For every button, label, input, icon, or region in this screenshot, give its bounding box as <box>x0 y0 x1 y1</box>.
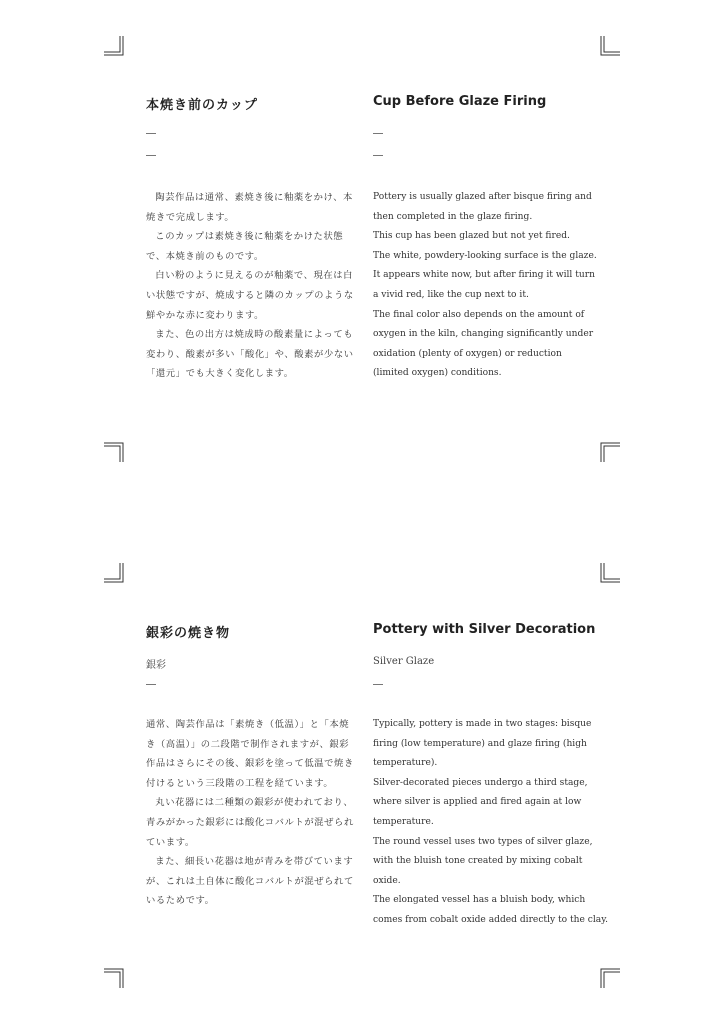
section-title-jp: 本焼き前のカップ <box>146 98 258 113</box>
line-en: temperature. <box>373 816 434 827</box>
line-en: with the bluish tone created by mixing cobalt <box>373 856 583 867</box>
section-title-en: Cup Before Glaze Firing <box>373 94 547 109</box>
crop-mark-bottom-right-2 <box>600 968 620 988</box>
line-en: oxide. <box>373 875 401 886</box>
divider <box>373 155 383 156</box>
body-text-en <box>373 715 609 931</box>
line-en: temperature). <box>373 758 438 769</box>
line-en: Pottery is usually glazed after bisque firing and <box>373 192 592 202</box>
paragraph-jp: 陶芸作品は通常、素焼き後に釉薬をかけ、本焼きで完成します。 <box>146 192 353 223</box>
paragraph-jp: 白い粉のように見えるのが釉薬で、現在は白い状態ですが、焼成すると隣のカップのような鮮やかな赤に変わります。 <box>146 270 354 321</box>
crop-mark-bottom-left-2 <box>104 968 124 988</box>
body-text-jp <box>146 715 356 911</box>
crop-mark-top-left-2 <box>104 563 124 583</box>
paragraph-jp: また、色の出方は焼成時の酸素量によっても変わり、酸素が多い「酸化」や、酸素が少ない「還元」でも大きく変化します。 <box>146 329 354 380</box>
line-en: The elongated vessel has a bluish body, which <box>373 895 586 906</box>
paragraph-jp: 丸い花器には二種類の銀彩が使われており、青みがかった銀彩には酸化コバルトが混ぜられています。 <box>146 797 354 848</box>
line-en: oxidation (plenty of oxygen) or reduction <box>373 348 562 359</box>
crop-mark-top-right-2 <box>600 563 620 583</box>
line-en: then completed in the glaze firing. <box>373 211 533 222</box>
line-en: oxygen in the kiln, changing significantly under <box>373 329 594 340</box>
crop-mark-bottom-left-1 <box>104 442 124 462</box>
paragraph-jp: このカップは素焼き後に釉薬をかけた状態で、本焼き前のものです。 <box>146 231 344 262</box>
subtitle-en: Silver Glaze <box>373 656 435 667</box>
subtitle-jp: 銀彩 <box>146 660 166 671</box>
body-text-jp <box>146 188 356 384</box>
divider <box>146 133 156 134</box>
line-en: comes from cobalt oxide added directly to the clay. <box>373 914 609 925</box>
line-en: where silver is applied and fired again at low <box>373 797 582 808</box>
crop-mark-top-left-1 <box>104 36 124 56</box>
line-en: Silver-decorated pieces undergo a third stage, <box>373 777 588 788</box>
crop-mark-top-right-1 <box>600 36 620 56</box>
line-en: It appears white now, but after firing it will turn <box>373 270 595 281</box>
line-en: This cup has been glazed but not yet fired. <box>373 231 570 242</box>
divider <box>373 684 383 685</box>
divider <box>146 155 156 156</box>
line-en: Typically, pottery is made in two stages: bisque <box>373 719 592 729</box>
line-en: The white, powdery-looking surface is the glaze. <box>373 250 597 261</box>
crop-mark-bottom-right-1 <box>600 442 620 462</box>
section-title-jp: 銀彩の焼き物 <box>146 626 231 641</box>
line-en: (limited oxygen) conditions. <box>373 368 502 379</box>
line-en: a vivid red, like the cup next to it. <box>373 289 529 300</box>
line-en: The final color also depends on the amount of <box>373 309 585 320</box>
paragraph-jp: 通常、陶芸作品は「素焼き（低温）」と「本焼き（高温）」の二段階で制作されますが、銀彩作品はさらにその後、銀彩を塗って低温で焼き付けるという三段階の工程を経ています。 <box>146 719 354 789</box>
section-title-en: Pottery with Silver Decoration <box>373 622 596 637</box>
divider <box>373 133 383 134</box>
line-en: The round vessel uses two types of silver glaze, <box>373 836 593 847</box>
line-en: firing (low temperature) and glaze firing (high <box>373 738 587 749</box>
paragraph-jp: また、細長い花器は地が青みを帯びていますが、これは土自体に酸化コバルトが混ぜられているためです。 <box>146 856 354 907</box>
divider <box>146 684 156 685</box>
body-text-en <box>373 188 597 384</box>
